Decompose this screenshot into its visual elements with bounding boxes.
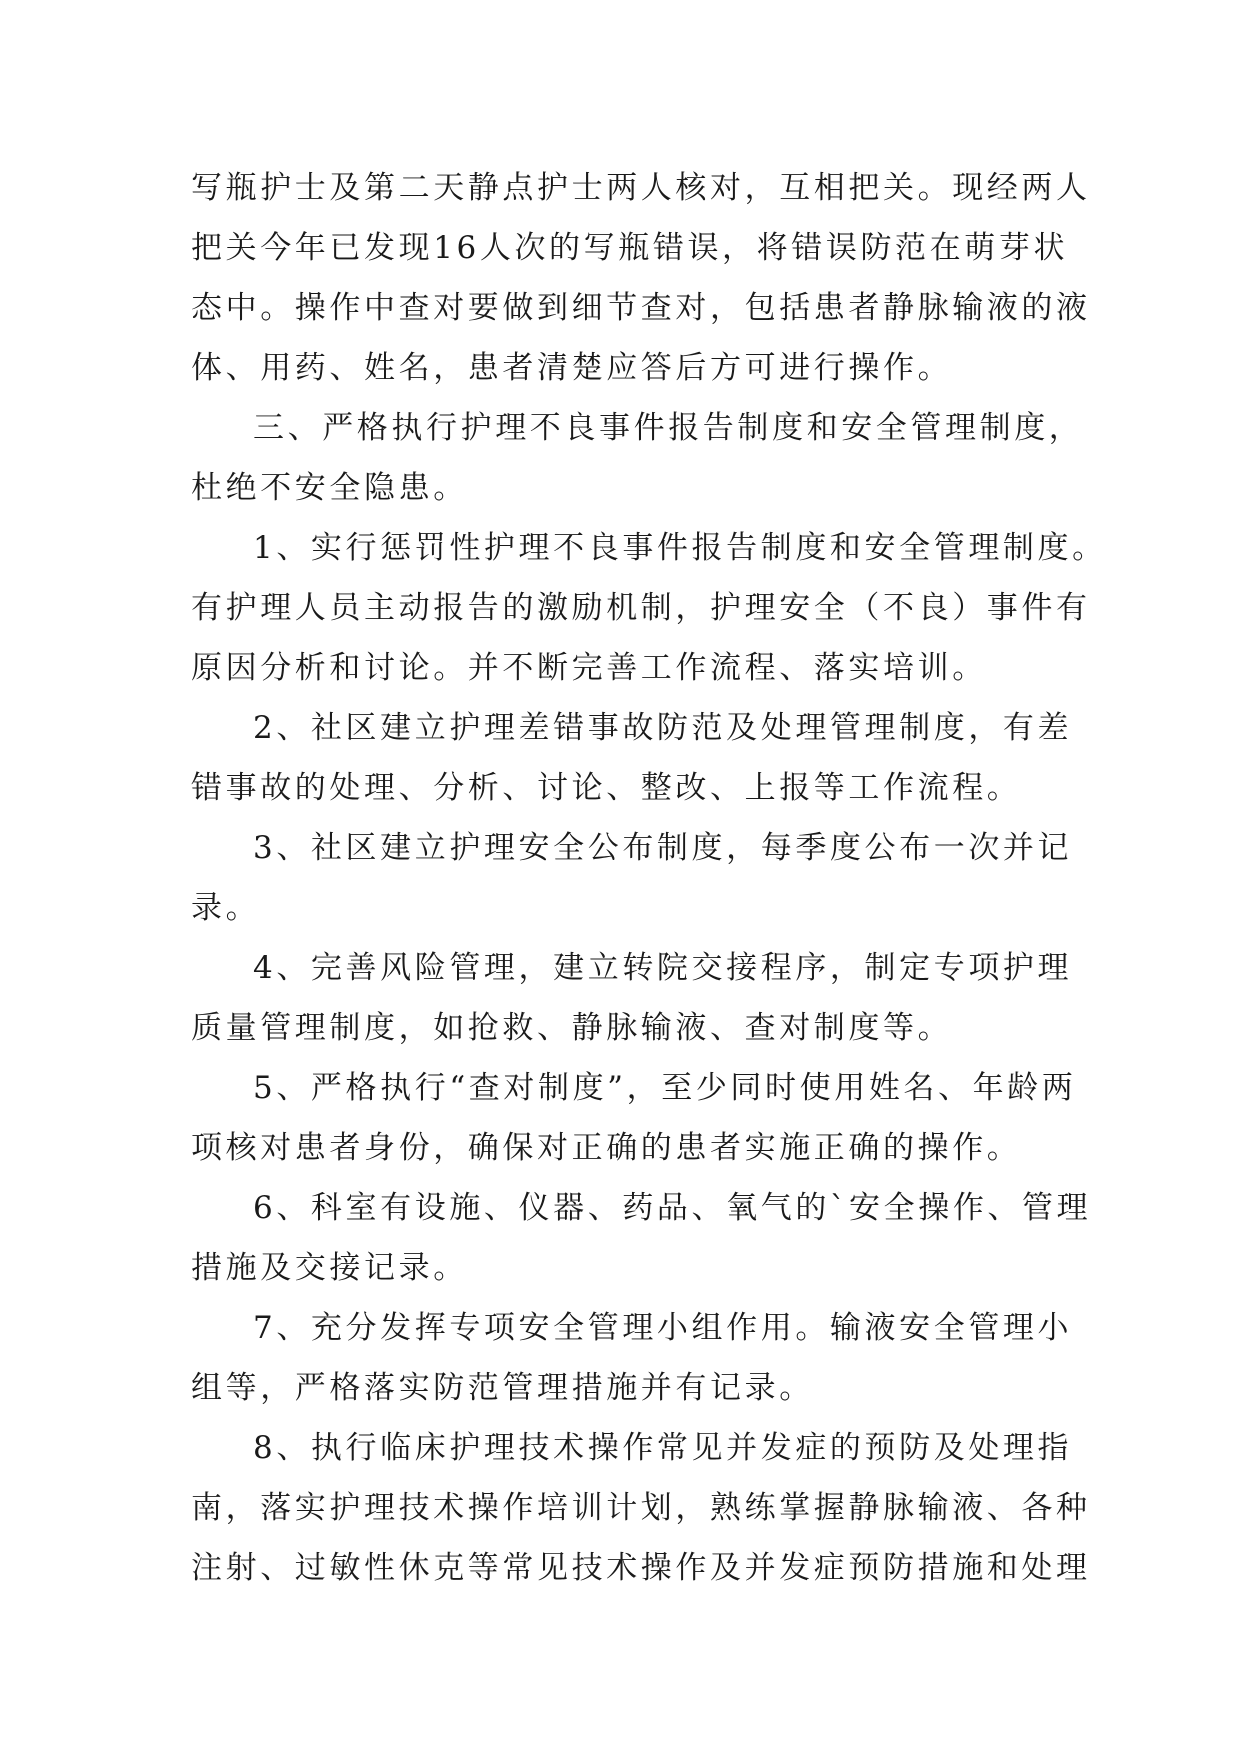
text-line: 8、执行临床护理技术操作常见并发症的预防及处理指	[253, 1430, 1073, 1466]
text-line: 录。	[191, 890, 261, 926]
paragraph-p8	[191, 1178, 1092, 1298]
text-line: 态中。操作中查对要做到细节查对，包括患者静脉输液的液	[191, 290, 1091, 326]
paragraph-p5	[191, 818, 1073, 938]
text-line: 6、科室有设施、仪器、药品、氧气的`安全操作、管理	[253, 1190, 1092, 1226]
text-line: 错事故的处理、分析、讨论、整改、上报等工作流程。	[191, 770, 1022, 806]
paragraph-p4	[191, 698, 1073, 818]
text-line: 体、用药、姓名，患者清楚应答后方可进行操作。	[191, 350, 953, 386]
text-line: 4、完善风险管理，建立转院交接程序，制定专项护理	[253, 950, 1073, 986]
text-line: 5、严格执行“查对制度”，至少同时使用姓名、年龄两	[253, 1070, 1077, 1106]
text-line: 项核对患者身份，确保对正确的患者实施正确的操作。	[191, 1130, 1022, 1166]
text-line: 把关今年已发现16人次的写瓶错误，将错误防范在萌芽状	[191, 230, 1069, 266]
paragraph-p6	[191, 938, 1073, 1058]
text-line: 质量管理制度，如抢救、静脉输液、查对制度等。	[191, 1010, 953, 1046]
text-line: 3、社区建立护理安全公布制度，每季度公布一次并记	[253, 830, 1073, 866]
text-line: 注射、过敏性休克等常见技术操作及并发症预防措施和处理	[191, 1550, 1091, 1586]
text-line: 原因分析和讨论。并不断完善工作流程、落实培训。	[191, 650, 987, 686]
document-body	[191, 158, 1107, 1598]
paragraph-p1	[191, 158, 1091, 398]
paragraph-p7	[191, 1058, 1077, 1178]
text-line: 7、充分发挥专项安全管理小组作用。输液安全管理小	[253, 1310, 1073, 1346]
text-line: 写瓶护士及第二天静点护士两人核对，互相把关。现经两人	[191, 170, 1091, 206]
paragraph-p9	[191, 1298, 1073, 1418]
paragraph-p2	[191, 398, 1084, 518]
text-line: 有护理人员主动报告的激励机制，护理安全（不良）事件有	[191, 590, 1091, 626]
text-line: 2、社区建立护理差错事故防范及处理管理制度，有差	[253, 710, 1073, 746]
text-line: 三、严格执行护理不良事件报告制度和安全管理制度，	[253, 410, 1084, 446]
text-line: 措施及交接记录。	[191, 1250, 468, 1286]
text-line: 组等，严格落实防范管理措施并有记录。	[191, 1370, 814, 1406]
paragraph-p3	[191, 518, 1107, 698]
text-line: 南，落实护理技术操作培训计划，熟练掌握静脉输液、各种	[191, 1490, 1091, 1526]
text-line: 杜绝不安全隐患。	[191, 470, 468, 506]
text-line: 1、实行惩罚性护理不良事件报告制度和安全管理制度。	[253, 530, 1107, 566]
paragraph-p10	[191, 1418, 1091, 1598]
